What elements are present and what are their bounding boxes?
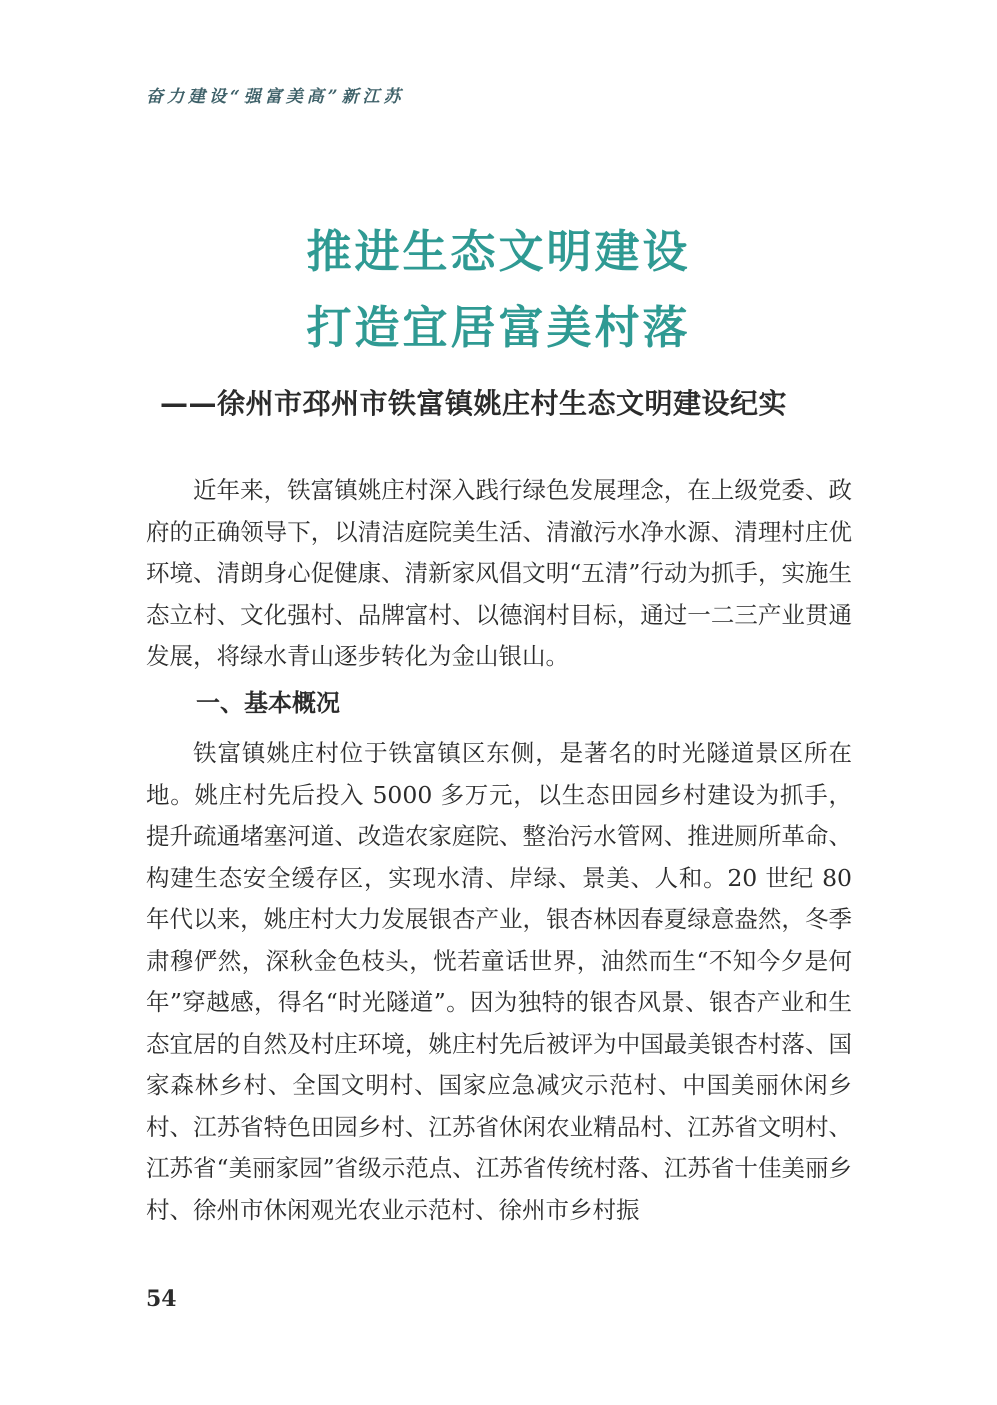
article-subtitle: ——徐州市邳州市铁富镇姚庄村生态文明建设纪实 (160, 387, 788, 420)
article-title-line-1: 推进生态文明建设 (306, 225, 691, 278)
article-title-line-2: 打造宜居富美村落 (306, 301, 691, 354)
running-header: 奋力建设“强富美高”新江苏 (146, 87, 405, 107)
section-heading-overview: 一、基本概况 (196, 689, 340, 717)
paragraph-intro: 近年来，铁富镇姚庄村深入践行绿色发展理念，在上级党委、政府的正确领导下，以清洁庭院美生活、清澈污水净水源、清理村庄优环境、清朗身心促健康、清新家风倡文明“五清”行动为抓手，实施生态立村、文化强村、品牌富村、以德润村目标，通过一二三产业贯通发展，将绿水青山逐步转化为金山银山。 (146, 476, 852, 670)
paragraph-overview: 铁富镇姚庄村位于铁富镇区东侧，是著名的时光隧道景区所在地。姚庄村先后投入 5000 多万元，以生态田园乡村建设为抓手，提升疏通堵塞河道、改造农家庭院、整治污水管网、推进厕所革命、构建生态安全缓存区，实现水清、岸绿、景美、人和。20 世纪 80 年代以来，姚庄村大力发展银杏产业，银杏林因春夏绿意盎然，冬季肃穆俨然，深秋金色枝头，恍若童话世界，油然而生“不知今夕是何年”穿越感，得名“时光隧道”。因为独特的银杏风景、银杏产业和生态宜居的自然及村庄环境，姚庄村先后被评为中国最美银杏村落、国家森林乡村、全国文明村、国家应急减灾示范村、中国美丽休闲乡村、江苏省特色田园乡村、江苏省休闲农业精品村、江苏省文明村、江苏省“美丽家园”省级示范点、江苏省传统村落、江苏省十佳美丽乡村、徐州市休闲观光农业示范村、徐州市乡村振 (146, 739, 852, 1224)
page-number: 54 (146, 1286, 177, 1312)
